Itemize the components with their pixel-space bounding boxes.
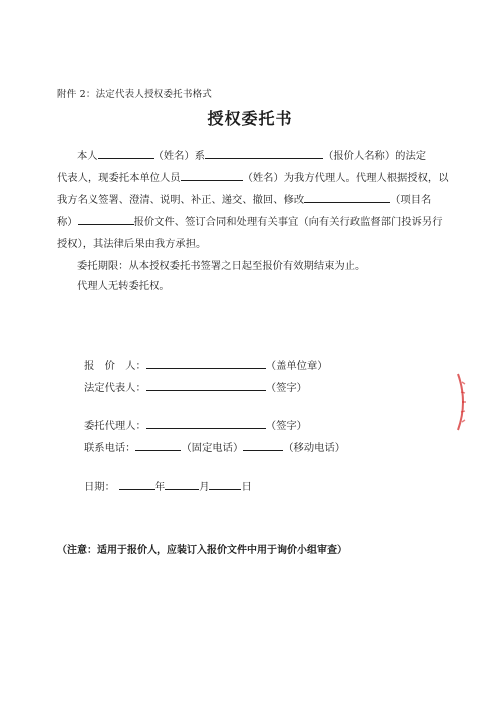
legal-rep-label: 法定代表人： <box>84 382 146 394</box>
bidder-blank[interactable] <box>146 356 266 369</box>
bidder-note: （盖单位章） <box>265 360 328 372</box>
text-segment: 本人 <box>77 150 98 162</box>
body-line-4 <box>57 212 443 232</box>
body-line-5: 授权），其法律后果由我方承担。 <box>57 238 207 250</box>
seal-stamp-fragment <box>456 372 472 432</box>
text-segment: 报价文件、签订合同和处理有关事宜（向有关行政监督部门投诉另行 <box>133 216 443 228</box>
body-line-1 <box>77 146 426 166</box>
bidder-label: 报 价 人： <box>84 360 146 372</box>
text-segment: 代表人，现委托本单位人员 <box>57 172 181 184</box>
legal-rep-row <box>84 378 307 394</box>
document-title: 授权委托书 <box>207 109 293 128</box>
text-segment: 称） <box>57 216 78 228</box>
project-name-blank-2[interactable] <box>78 212 134 225</box>
text-segment: 我方名义签署、澄清、说明、补正、递交、撤回、修改 <box>57 194 305 206</box>
text-segment: （姓名）系 <box>153 150 206 162</box>
fixed-phone-blank[interactable] <box>135 438 181 451</box>
bidder-row <box>84 356 328 372</box>
fixed-phone-note: （固定电话） <box>181 442 244 454</box>
year-blank[interactable] <box>119 477 155 490</box>
name-blank[interactable] <box>98 146 154 159</box>
body-line-7: 代理人无转委托权。 <box>77 280 170 292</box>
legal-rep-note: （签字） <box>265 382 307 394</box>
agent-name-blank[interactable] <box>181 168 243 181</box>
agent-blank[interactable] <box>146 416 266 429</box>
month-label: 月 <box>199 481 210 493</box>
mobile-phone-note: （移动电话） <box>283 442 346 454</box>
body-line-2 <box>57 168 449 188</box>
bidder-name-blank[interactable] <box>205 146 323 159</box>
date-label: 日期： <box>84 481 115 493</box>
day-label: 日 <box>241 481 252 493</box>
usage-note: （注意：适用于报价人，应装订入报价文件中用于询价小组审查） <box>57 545 347 556</box>
date-row <box>84 477 252 493</box>
mobile-phone-blank[interactable] <box>243 438 283 451</box>
project-name-blank[interactable] <box>304 190 390 203</box>
year-label: 年 <box>154 481 166 493</box>
text-segment: （姓名）为我方代理人。代理人根据授权，以 <box>242 172 449 184</box>
month-blank[interactable] <box>165 477 199 490</box>
text-segment: （项目名 <box>390 194 432 206</box>
day-blank[interactable] <box>209 477 241 490</box>
body-line-6: 委托期限：从本授权委托书签署之日起至报价有效期结束为止。 <box>77 260 366 272</box>
agent-note: （签字） <box>265 420 307 432</box>
agent-label: 委托代理人： <box>84 420 146 432</box>
agent-row <box>84 416 307 432</box>
phone-row <box>84 438 345 454</box>
attachment-label: 附件 2：法定代表人授权委托书格式 <box>57 89 212 100</box>
phone-label: 联系电话： <box>84 442 136 454</box>
legal-rep-blank[interactable] <box>146 378 266 391</box>
body-line-3 <box>57 190 431 210</box>
text-segment: （报价人名称）的法定 <box>323 150 427 162</box>
